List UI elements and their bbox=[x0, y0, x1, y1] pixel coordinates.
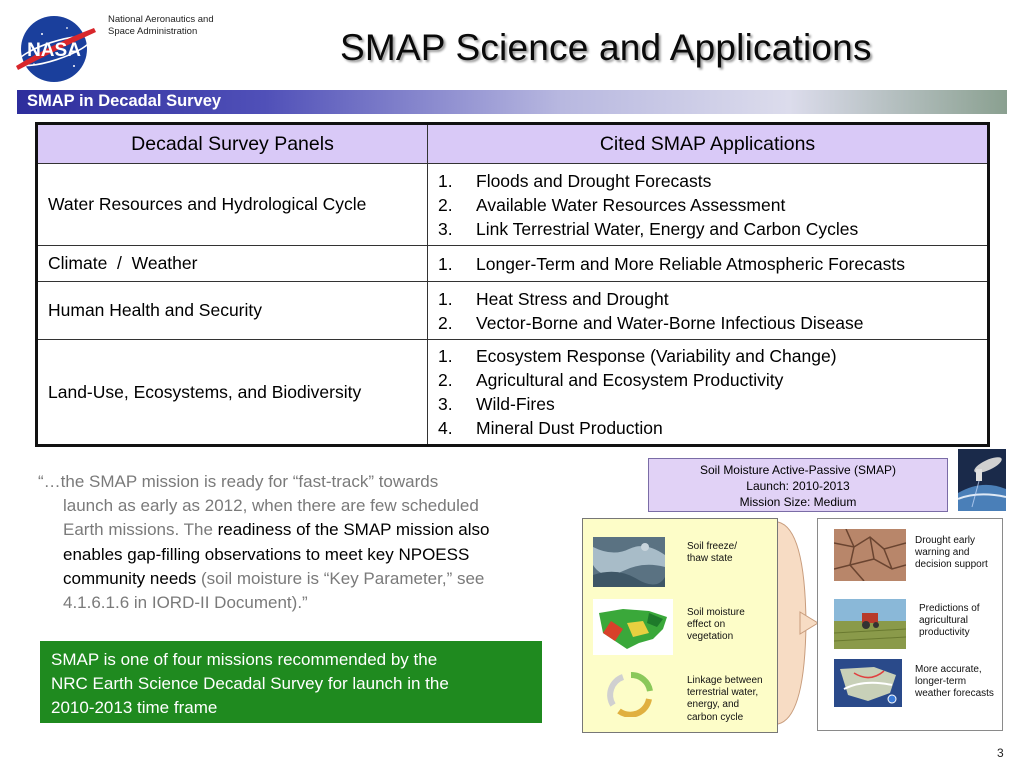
science-label: Soil freeze/ thaw state bbox=[687, 541, 738, 565]
header-panels: Decadal Survey Panels bbox=[37, 124, 428, 164]
apps-cell bbox=[428, 246, 989, 282]
freeze-thaw-map-image bbox=[593, 537, 665, 587]
panel-cell: Human Health and Security bbox=[37, 282, 428, 340]
table-row bbox=[37, 246, 989, 282]
drought-soil-image bbox=[834, 529, 906, 581]
science-panel bbox=[582, 518, 778, 733]
panel-cell: Climate / Weather bbox=[37, 246, 428, 282]
table-row bbox=[37, 340, 989, 446]
application-label: More accurate, longer-term weather forecasts bbox=[915, 664, 994, 700]
apps-cell bbox=[428, 340, 989, 446]
table-row bbox=[37, 164, 989, 246]
apps-cell bbox=[428, 282, 989, 340]
mission-info-box bbox=[648, 458, 948, 512]
applications-panel bbox=[817, 518, 1003, 731]
science-label: Linkage between terrestrial water, energy, and carbon cycle bbox=[687, 675, 763, 723]
app-item: 3. Link Terrestrial Water, Energy and Carbon Cycles bbox=[438, 218, 859, 239]
science-label: Soil moisture effect on vegetation bbox=[687, 607, 745, 643]
mission-size: Mission Size: Medium bbox=[739, 495, 857, 509]
application-label: Predictions of agricultural productivity bbox=[919, 603, 980, 639]
quote-line: “…the SMAP mission is ready for “fast-track” towards bbox=[38, 472, 439, 491]
recommendation-line: 2010-2013 time frame bbox=[51, 698, 218, 717]
table-header-row bbox=[37, 124, 989, 164]
satellite-image bbox=[958, 449, 1006, 511]
app-item: 3. Wild-Fires bbox=[438, 394, 555, 414]
agency-line-1: National Aeronautics and bbox=[108, 14, 214, 25]
page-number: 3 bbox=[997, 746, 1004, 760]
recommendation-box bbox=[40, 641, 542, 723]
nasa-logo bbox=[12, 14, 98, 84]
slide-title: SMAP Science and Applications bbox=[340, 27, 872, 68]
quote-line: Earth missions. The readiness of the SMAP mission also bbox=[63, 520, 490, 540]
app-item: 2. Available Water Resources Assessment bbox=[438, 194, 786, 215]
survey-quote bbox=[38, 470, 568, 615]
quote-line: launch as early as 2012, when there are few scheduled bbox=[63, 496, 479, 516]
panel-cell: Water Resources and Hydrological Cycle bbox=[37, 164, 428, 246]
cycle-arrows-icon bbox=[605, 671, 657, 717]
tractor-field-image bbox=[834, 599, 906, 649]
weather-map-image bbox=[834, 659, 902, 707]
decadal-survey-table bbox=[35, 122, 990, 447]
app-item: 1. Floods and Drought Forecasts bbox=[438, 170, 712, 191]
app-item: 2. Vector-Borne and Water-Borne Infectious Disease bbox=[438, 312, 864, 333]
header-applications: Cited SMAP Applications bbox=[428, 124, 989, 164]
app-item: 1. Ecosystem Response (Variability and Change) bbox=[438, 346, 837, 366]
agency-name bbox=[108, 14, 214, 38]
recommendation-line: SMAP is one of four missions recommended by the bbox=[51, 650, 438, 669]
app-item: 2. Agricultural and Ecosystem Productivity bbox=[438, 370, 784, 390]
table-row bbox=[37, 282, 989, 340]
agency-line-2: Space Administration bbox=[108, 26, 198, 37]
section-label: SMAP in Decadal Survey bbox=[27, 92, 222, 110]
apps-cell bbox=[428, 164, 989, 246]
mission-launch: Launch: 2010-2013 bbox=[746, 479, 850, 493]
quote-line: community needs (soil moisture is “Key Parameter,” see bbox=[63, 568, 485, 588]
mission-name: Soil Moisture Active-Passive (SMAP) bbox=[699, 463, 897, 477]
panel-cell: Land-Use, Ecosystems, and Biodiversity bbox=[37, 340, 428, 446]
app-item: 4. Mineral Dust Production bbox=[438, 418, 663, 438]
quote-line: 4.1.6.1.6 in IORD-II Document).” bbox=[63, 593, 308, 613]
app-item: 1. Longer-Term and More Reliable Atmospheric Forecasts bbox=[438, 253, 905, 274]
recommendation-line: NRC Earth Science Decadal Survey for launch in the bbox=[51, 674, 449, 693]
quote-line: enables gap-filling observations to meet key NPOESS bbox=[63, 544, 470, 564]
svg-text:NASA: NASA bbox=[27, 40, 81, 61]
app-item: 1. Heat Stress and Drought bbox=[438, 288, 669, 309]
application-label: Drought early warning and decision support bbox=[915, 535, 988, 571]
vegetation-map-image bbox=[593, 599, 673, 655]
